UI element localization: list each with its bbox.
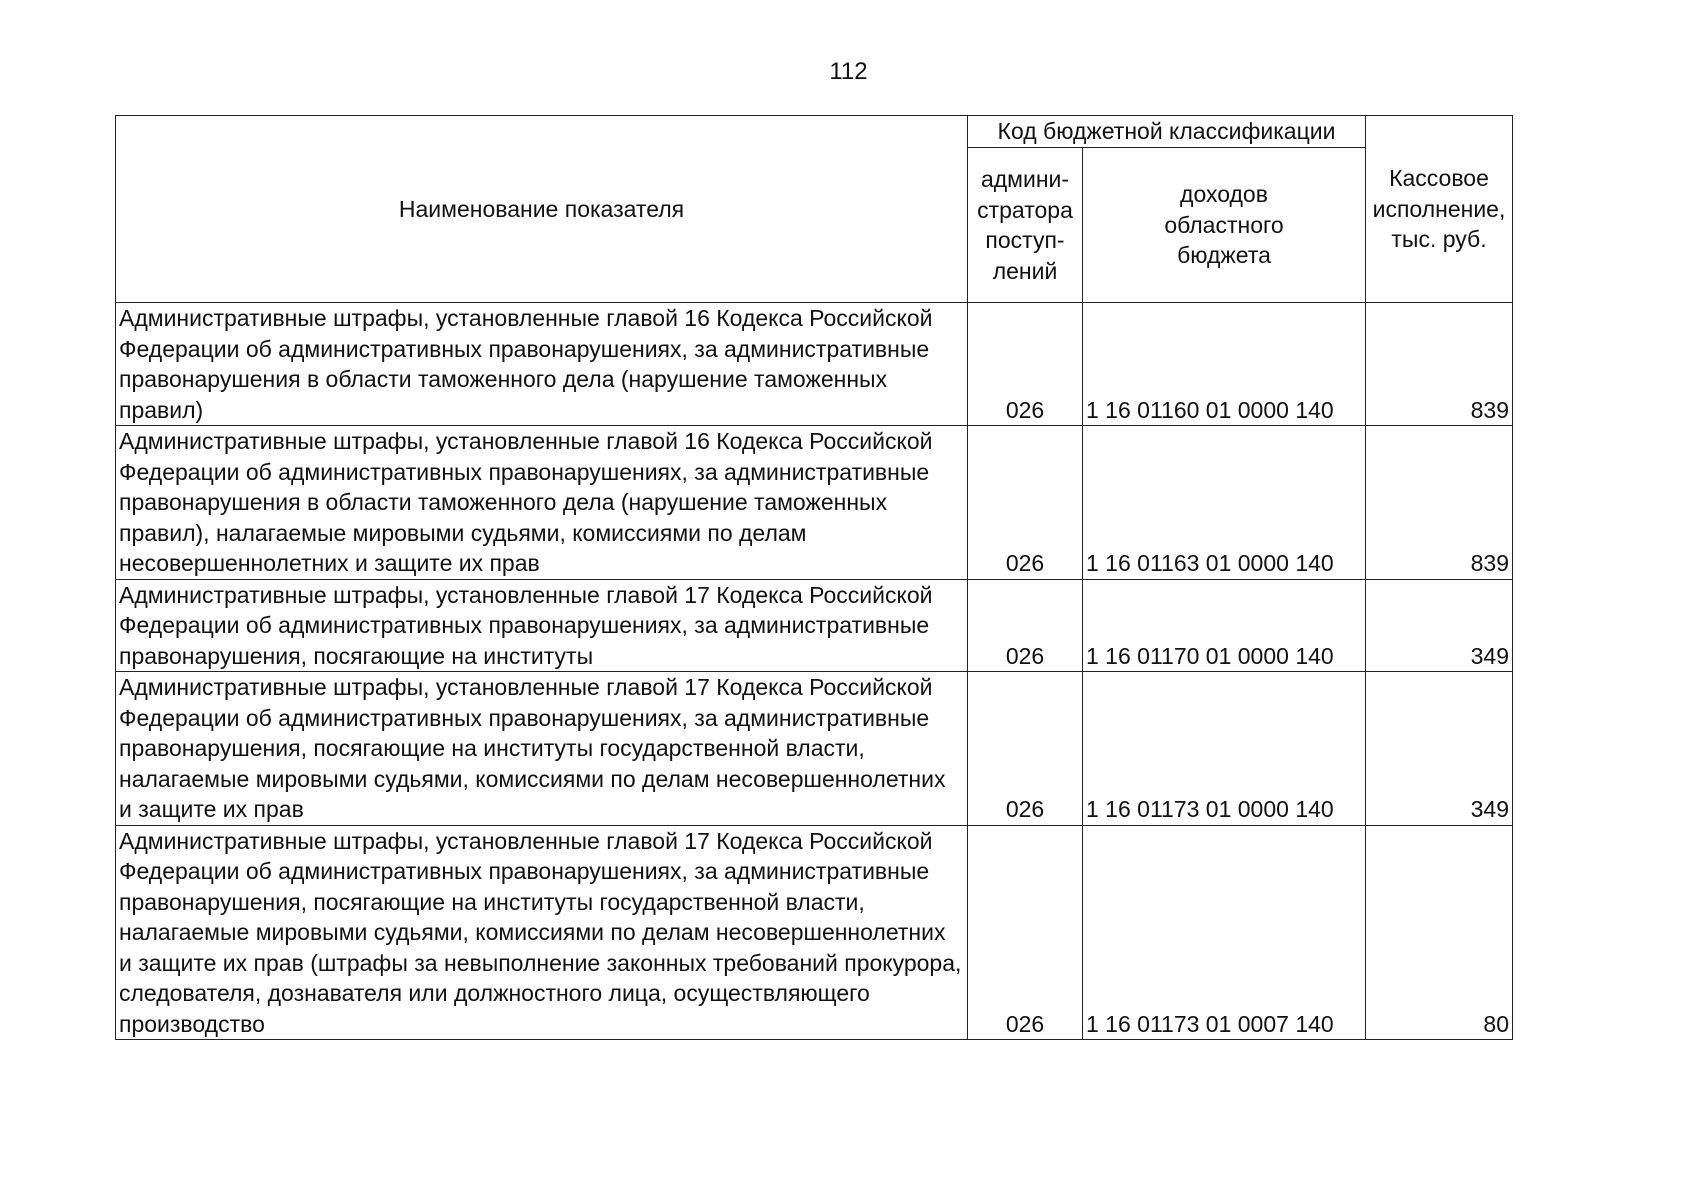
table-row [116,825,1513,1040]
row-indicator-name: Административные штрафы, установленные главой 17 Кодекса Российской Федерации об административных правонарушениях, за административные правонарушения, посягающие на институты государственной власти, налагаемые мировыми судьями, комиссиями по делам несовершеннолетних и защите их прав [116,672,968,826]
row-indicator-name: Административные штрафы, установленные главой 16 Кодекса Российской Федерации об административных правонарушениях, за административные правонарушения в области таможенного дела (нарушение таможенных правил), налагаемые мировыми судьями, комиссиями по делам несовершеннолетних и защите их прав [116,426,968,580]
table-row [116,426,1513,580]
row-amount: 349 [1366,579,1513,672]
row-amount: 839 [1366,426,1513,580]
row-income-code: 1 16 01163 01 0000 140 [1083,426,1366,580]
table-body [116,303,1513,1040]
row-amount: 839 [1366,303,1513,426]
header-cash-execution: Кассовое исполнение, тыс. руб. [1366,116,1513,303]
row-indicator-name: Административные штрафы, установленные главой 17 Кодекса Российской Федерации об административных правонарушениях, за административные правонарушения, посягающие на институты [116,579,968,672]
budget-revenue-table [115,115,1513,1040]
table-header [116,116,1513,303]
row-admin-code: 026 [968,825,1083,1040]
header-row-top [116,116,1513,148]
table-row [116,579,1513,672]
row-income-code: 1 16 01170 01 0000 140 [1083,579,1366,672]
row-admin-code: 026 [968,672,1083,826]
row-indicator-name: Административные штрафы, установленные главой 16 Кодекса Российской Федерации об административных правонарушениях, за административные правонарушения в области таможенного дела (нарушение таможенных правил) [116,303,968,426]
row-admin-code: 026 [968,426,1083,580]
header-indicator-name: Наименование показателя [116,116,968,303]
header-regional-budget-income: доходов областного бюджета [1083,148,1366,303]
row-amount: 80 [1366,825,1513,1040]
row-admin-code: 026 [968,579,1083,672]
header-budget-code-group: Код бюджетной классификации [968,116,1366,148]
row-amount: 349 [1366,672,1513,826]
row-admin-code: 026 [968,303,1083,426]
row-income-code: 1 16 01160 01 0000 140 [1083,303,1366,426]
row-indicator-name: Административные штрафы, установленные главой 17 Кодекса Российской Федерации об административных правонарушениях, за административные правонарушения, посягающие на институты государственной власти, налагаемые мировыми судьями, комиссиями по делам несовершеннолетних и защите их прав (штрафы за невыполнение законных требований прокурора, следователя, дознавателя или должностного лица, осуществляющего производство [116,825,968,1040]
page-number: 112 [829,58,868,85]
row-income-code: 1 16 01173 01 0007 140 [1083,825,1366,1040]
header-revenue-administrator: админи- стратора поступ- лений [968,148,1083,303]
table-row [116,303,1513,426]
table-row [116,672,1513,826]
row-income-code: 1 16 01173 01 0000 140 [1083,672,1366,826]
